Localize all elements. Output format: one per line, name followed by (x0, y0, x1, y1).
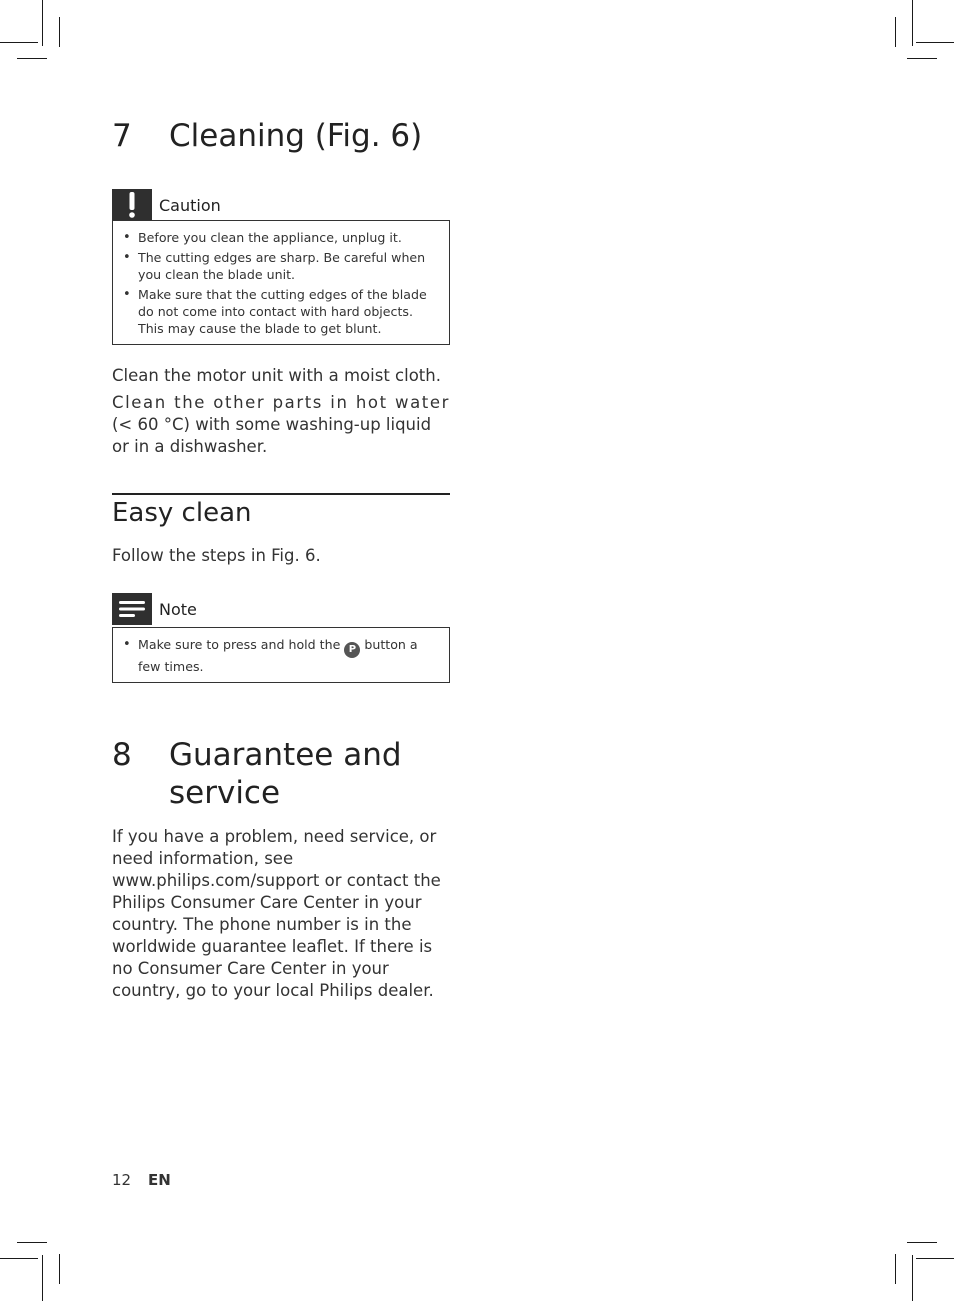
crop-mark (17, 58, 47, 59)
caution-label: Caution (159, 196, 221, 215)
section-title-line: Guarantee and (169, 737, 402, 773)
crop-mark (895, 1254, 896, 1284)
crop-mark (895, 17, 896, 47)
crop-mark (912, 1255, 913, 1301)
guarantee-text-block (112, 826, 450, 1002)
crop-mark (907, 58, 937, 59)
caution-list (123, 229, 439, 337)
note-lines-icon (112, 593, 152, 625)
crop-mark (0, 42, 38, 43)
page-number: 12 (112, 1171, 132, 1189)
note-label-row (112, 593, 450, 625)
crop-mark (42, 0, 43, 46)
caution-box (112, 220, 450, 345)
crop-mark (912, 0, 913, 46)
note-list (123, 636, 439, 675)
section-title-line: service (169, 775, 281, 811)
section-title: Cleaning (Fig. 6) (169, 118, 423, 154)
list-item: • The cutting edges are sharp. Be careful when you clean the blade unit. (123, 249, 439, 283)
section-heading-guarantee (112, 736, 450, 812)
section-heading-cleaning (112, 117, 450, 155)
crop-mark (916, 1258, 954, 1259)
list-item: • Before you clean the appliance, unplug it. (123, 229, 439, 246)
list-item: • Make sure that the cutting edges of the blade do not come into contact with hard objects. This may cause the blade to get blunt. (123, 286, 439, 337)
paragraph: (< 60 °C) with some washing-up liquid or in a dishwasher. (112, 415, 432, 456)
note-label: Note (159, 600, 197, 619)
note-text-before: Make sure to press and hold the (138, 637, 341, 652)
exclamation-icon (112, 189, 152, 221)
easy-clean-heading: Easy clean (112, 498, 252, 528)
crop-mark (907, 1242, 937, 1243)
list-item (123, 636, 439, 675)
crop-mark (42, 1255, 43, 1301)
paragraph-line: Clean the other parts in hot water (112, 393, 450, 412)
easy-clean-text-block (112, 545, 450, 567)
paragraph: If you have a problem, need service, or need information, see www.philips.com/support or contact the Philips Consumer Care Center in your country. The phone number is in the worldwide guarantee leaflet. If there is no Consumer Care Center in your country, go to your local Philips dealer. (112, 827, 441, 1000)
cleaning-text (112, 365, 450, 458)
crop-mark (59, 17, 60, 47)
paragraph: Clean the motor unit with a moist cloth. (112, 366, 441, 385)
p-button-icon: P (344, 642, 360, 658)
crop-mark (916, 42, 954, 43)
paragraph: Follow the steps in Fig. 6. (112, 546, 321, 565)
section-number: 8 (112, 737, 132, 773)
crop-mark (0, 1258, 38, 1259)
crop-mark (17, 1242, 47, 1243)
language-code: EN (148, 1171, 171, 1189)
section-number: 7 (112, 118, 132, 154)
caution-label-row (112, 189, 450, 221)
section-divider (112, 493, 450, 495)
crop-mark (59, 1254, 60, 1284)
note-box (112, 627, 450, 683)
note-text-after: button a few times. (138, 637, 418, 674)
